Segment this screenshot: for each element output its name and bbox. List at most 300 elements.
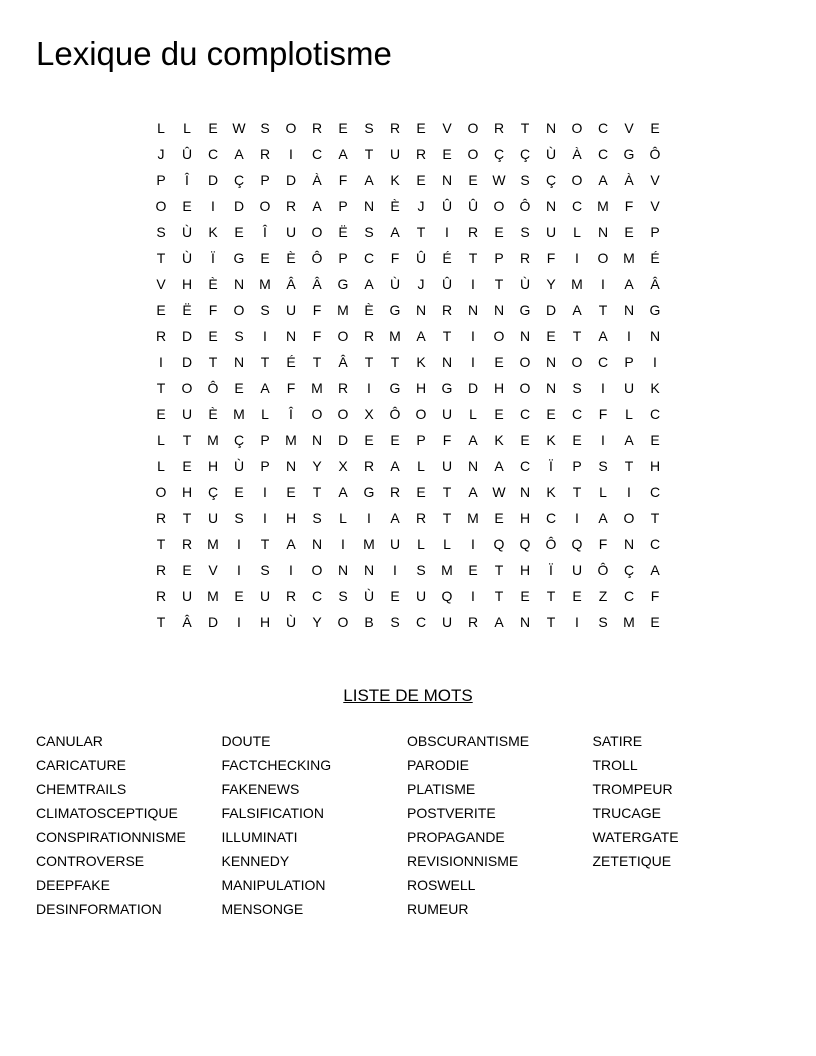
- grid-letter: Q: [441, 588, 453, 604]
- grid-letter: E: [234, 380, 244, 396]
- grid-letter: Ù: [519, 276, 531, 292]
- grid-letter: R: [389, 484, 401, 500]
- grid-letter: F: [312, 328, 322, 344]
- grid-letter: E: [624, 224, 634, 240]
- grid-letter: O: [285, 120, 297, 136]
- grid-letter: S: [156, 224, 166, 240]
- grid-letter: L: [417, 458, 425, 474]
- grid-letter: C: [649, 406, 661, 422]
- grid-letter: S: [416, 562, 426, 578]
- grid-letter: E: [156, 302, 166, 318]
- grid-letter: T: [260, 354, 270, 370]
- grid-letter: I: [289, 146, 293, 162]
- grid-letter: N: [519, 328, 531, 344]
- grid-letter: È: [208, 276, 218, 292]
- grid-letter: À: [312, 172, 322, 188]
- word-list-title: LISTE DE MOTS: [343, 686, 473, 705]
- grid-letter: C: [207, 146, 219, 162]
- grid-letter: U: [441, 458, 453, 474]
- grid-letter: O: [155, 198, 167, 214]
- word-list-item: KENNEDY: [221, 853, 290, 869]
- grid-letter: R: [415, 146, 427, 162]
- grid-letter: Ù: [389, 276, 401, 292]
- word-list-item: MENSONGE: [221, 901, 304, 917]
- grid-letter: Ç: [545, 172, 557, 188]
- grid-letter: A: [416, 328, 426, 344]
- grid-letter: I: [601, 380, 605, 396]
- grid-letter: H: [285, 510, 297, 526]
- grid-letter: T: [156, 250, 166, 266]
- grid-letter: G: [649, 302, 661, 318]
- word-list-item: CARICATURE: [36, 757, 126, 773]
- grid-letter: T: [624, 458, 634, 474]
- grid-letter: N: [545, 354, 557, 370]
- grid-letter: G: [363, 484, 375, 500]
- grid-letter: F: [208, 302, 218, 318]
- grid-letter: T: [182, 432, 192, 448]
- grid-letter: N: [519, 614, 531, 630]
- grid-letter: D: [207, 614, 219, 630]
- grid-letter: E: [390, 588, 400, 604]
- grid-letter: O: [181, 380, 193, 396]
- grid-letter: M: [363, 536, 375, 552]
- grid-letter: I: [237, 562, 241, 578]
- word-list-item: TROLL: [592, 757, 638, 773]
- grid-letter: A: [468, 432, 478, 448]
- grid-letter: F: [624, 198, 634, 214]
- grid-letter: P: [260, 432, 270, 448]
- grid-letter: N: [233, 354, 245, 370]
- grid-letter: E: [650, 120, 660, 136]
- page-title: Lexique du complotisme: [36, 35, 392, 72]
- grid-letter: N: [311, 432, 323, 448]
- grid-letter: P: [260, 172, 270, 188]
- grid-letter: M: [441, 562, 453, 578]
- grid-letter: O: [311, 562, 323, 578]
- grid-letter: Ù: [181, 250, 193, 266]
- grid-letter: L: [417, 536, 425, 552]
- grid-letter: C: [545, 510, 557, 526]
- grid-letter: C: [311, 588, 323, 604]
- grid-letter: I: [445, 224, 449, 240]
- grid-letter: E: [364, 432, 374, 448]
- grid-letter: A: [572, 302, 582, 318]
- grid-letter: O: [467, 120, 479, 136]
- grid-letter: C: [519, 406, 531, 422]
- grid-letter: J: [417, 276, 425, 292]
- grid-letter: N: [545, 380, 557, 396]
- grid-letter: G: [519, 302, 531, 318]
- grid-letter: R: [519, 250, 531, 266]
- grid-letter: N: [467, 302, 479, 318]
- grid-letter: C: [519, 458, 531, 474]
- grid-letter: R: [363, 458, 375, 474]
- grid-letter: K: [416, 354, 426, 370]
- grid-letter: H: [259, 614, 271, 630]
- grid-letter: Ù: [285, 614, 297, 630]
- word-list-item: FALSIFICATION: [221, 805, 324, 821]
- grid-letter: N: [545, 120, 557, 136]
- grid-letter: U: [545, 224, 557, 240]
- grid-letter: Î: [263, 224, 267, 240]
- grid-letter: Ï: [211, 250, 215, 266]
- grid-letter: I: [159, 354, 163, 370]
- grid-letter: D: [233, 198, 245, 214]
- grid-letter: I: [211, 198, 215, 214]
- grid-letter: L: [599, 484, 607, 500]
- grid-letter: O: [623, 510, 635, 526]
- grid-letter: D: [181, 354, 193, 370]
- word-list-item: ROSWELL: [407, 877, 476, 893]
- grid-letter: R: [415, 510, 427, 526]
- grid-letter: N: [233, 276, 245, 292]
- grid-letter: A: [624, 432, 634, 448]
- grid-letter: O: [337, 614, 349, 630]
- grid-letter: È: [286, 250, 296, 266]
- grid-letter: I: [575, 614, 579, 630]
- grid-letter: R: [155, 328, 167, 344]
- grid-letter: À: [572, 146, 582, 162]
- grid-letter: D: [181, 328, 193, 344]
- grid-letter: P: [260, 458, 270, 474]
- grid-letter: H: [415, 380, 427, 396]
- grid-letter: T: [546, 614, 556, 630]
- grid-letter: S: [364, 120, 374, 136]
- grid-letter: G: [389, 380, 401, 396]
- grid-letter: M: [571, 276, 583, 292]
- grid-letter: W: [232, 120, 246, 136]
- grid-letter: S: [598, 614, 608, 630]
- grid-letter: M: [467, 510, 479, 526]
- grid-letter: M: [233, 406, 245, 422]
- grid-letter: A: [390, 510, 400, 526]
- grid-letter: J: [157, 146, 165, 162]
- grid-letter: U: [389, 146, 401, 162]
- grid-letter: O: [259, 198, 271, 214]
- grid-letter: N: [545, 198, 557, 214]
- grid-letter: I: [575, 250, 579, 266]
- grid-letter: O: [597, 250, 609, 266]
- grid-letter: K: [208, 224, 218, 240]
- grid-letter: A: [338, 484, 348, 500]
- grid-letter: C: [649, 484, 661, 500]
- grid-letter: N: [441, 354, 453, 370]
- grid-letter: Ô: [311, 250, 323, 266]
- grid-letter: L: [261, 406, 269, 422]
- grid-letter: I: [471, 328, 475, 344]
- grid-letter: R: [337, 380, 349, 396]
- grid-letter: U: [285, 224, 297, 240]
- grid-letter: U: [207, 510, 219, 526]
- grid-letter: I: [575, 510, 579, 526]
- grid-letter: S: [312, 510, 322, 526]
- grid-letter: A: [364, 276, 374, 292]
- grid-letter: Y: [546, 276, 556, 292]
- grid-letter: T: [312, 354, 322, 370]
- grid-letter: E: [156, 406, 166, 422]
- grid-letter: C: [597, 146, 609, 162]
- word-list-item: PLATISME: [407, 781, 476, 797]
- grid-letter: S: [234, 510, 244, 526]
- grid-letter: E: [390, 432, 400, 448]
- grid-letter: T: [182, 510, 192, 526]
- grid-letter: L: [443, 536, 451, 552]
- grid-letter: M: [259, 276, 271, 292]
- grid-letter: E: [546, 406, 556, 422]
- grid-letter: H: [649, 458, 661, 474]
- grid-letter: F: [546, 250, 556, 266]
- grid-letter: T: [390, 354, 400, 370]
- grid-letter: I: [289, 562, 293, 578]
- grid-letter: N: [493, 302, 505, 318]
- grid-letter: C: [649, 536, 661, 552]
- grid-letter: P: [494, 250, 504, 266]
- grid-letter: P: [338, 198, 348, 214]
- grid-letter: Y: [312, 614, 322, 630]
- word-list-item: DEEPFAKE: [36, 877, 110, 893]
- grid-letter: È: [208, 406, 218, 422]
- grid-letter: G: [337, 276, 349, 292]
- grid-letter: Û: [467, 198, 479, 214]
- grid-letter: É: [286, 354, 296, 370]
- grid-letter: E: [286, 484, 296, 500]
- grid-letter: A: [286, 536, 296, 552]
- grid-letter: E: [520, 432, 530, 448]
- grid-letter: E: [208, 328, 218, 344]
- grid-letter: A: [598, 172, 608, 188]
- grid-letter: L: [157, 120, 165, 136]
- grid-letter: V: [156, 276, 166, 292]
- word-list-item: POSTVERITE: [407, 805, 496, 821]
- grid-letter: T: [598, 302, 608, 318]
- grid-letter: R: [467, 224, 479, 240]
- grid-letter: A: [312, 198, 322, 214]
- grid-letter: I: [237, 536, 241, 552]
- grid-letter: I: [471, 354, 475, 370]
- grid-letter: A: [468, 484, 478, 500]
- grid-letter: T: [442, 484, 452, 500]
- grid-letter: Ù: [233, 458, 245, 474]
- grid-letter: S: [260, 302, 270, 318]
- grid-letter: Ô: [519, 198, 531, 214]
- grid-letter: S: [520, 172, 530, 188]
- grid-letter: D: [545, 302, 557, 318]
- grid-letter: R: [155, 562, 167, 578]
- grid-letter: K: [390, 172, 400, 188]
- grid-letter: Y: [312, 458, 322, 474]
- word-list-item: SATIRE: [592, 733, 643, 749]
- grid-letter: O: [337, 328, 349, 344]
- grid-letter: Ç: [233, 172, 245, 188]
- grid-letter: Û: [181, 146, 193, 162]
- grid-letter: I: [601, 276, 605, 292]
- grid-letter: F: [312, 302, 322, 318]
- grid-letter: S: [520, 224, 530, 240]
- grid-letter: Ù: [181, 224, 193, 240]
- grid-letter: G: [441, 380, 453, 396]
- word-list-item: CONSPIRATIONNISME: [36, 829, 186, 845]
- grid-letter: È: [390, 198, 400, 214]
- grid-letter: M: [623, 250, 635, 266]
- grid-letter: P: [338, 250, 348, 266]
- grid-letter: R: [285, 198, 297, 214]
- grid-letter: L: [183, 120, 191, 136]
- grid-letter: W: [492, 172, 506, 188]
- grid-letter: N: [337, 562, 349, 578]
- grid-letter: H: [181, 276, 193, 292]
- grid-letter: V: [624, 120, 634, 136]
- word-list-item: CONTROVERSE: [36, 853, 145, 869]
- grid-letter: Q: [493, 536, 505, 552]
- grid-letter: I: [237, 614, 241, 630]
- grid-letter: S: [572, 380, 582, 396]
- word-list-column: [407, 729, 593, 921]
- grid-letter: H: [207, 458, 219, 474]
- grid-letter: M: [389, 328, 401, 344]
- grid-letter: L: [573, 224, 581, 240]
- grid-letter: C: [571, 198, 583, 214]
- grid-letter: G: [233, 250, 245, 266]
- grid-letter: Ô: [597, 562, 609, 578]
- grid-letter: A: [364, 172, 374, 188]
- grid-letter: S: [364, 224, 374, 240]
- grid-letter: P: [650, 224, 660, 240]
- grid-letter: Z: [598, 588, 608, 604]
- grid-letter: Â: [312, 276, 322, 292]
- grid-letter: R: [389, 120, 401, 136]
- grid-letter: P: [624, 354, 634, 370]
- grid-letter: A: [338, 146, 348, 162]
- grid-letter: Ë: [182, 302, 192, 318]
- word-list-item: DOUTE: [221, 733, 271, 749]
- grid-letter: O: [233, 302, 245, 318]
- grid-letter: S: [390, 614, 400, 630]
- grid-letter: R: [363, 328, 375, 344]
- word-list-item: PARODIE: [407, 757, 469, 773]
- grid-letter: T: [468, 250, 478, 266]
- grid-letter: F: [338, 172, 348, 188]
- grid-letter: U: [571, 562, 583, 578]
- grid-letter: M: [285, 432, 297, 448]
- grid-letter: I: [263, 510, 267, 526]
- word-list: [36, 729, 778, 921]
- grid-letter: H: [493, 380, 505, 396]
- grid-letter: E: [416, 172, 426, 188]
- word-list-column: [593, 729, 779, 921]
- grid-letter: C: [415, 614, 427, 630]
- grid-letter: R: [493, 120, 505, 136]
- grid-letter: R: [155, 510, 167, 526]
- word-list-item: ILLUMINATI: [221, 829, 298, 845]
- grid-letter: Ç: [207, 484, 219, 500]
- grid-letter: E: [234, 484, 244, 500]
- grid-letter: T: [416, 224, 426, 240]
- word-list-item: TROMPEUR: [592, 781, 673, 797]
- grid-letter: B: [364, 614, 374, 630]
- grid-letter: I: [601, 432, 605, 448]
- grid-letter: I: [653, 354, 657, 370]
- grid-letter: Î: [185, 172, 189, 188]
- grid-letter: M: [207, 432, 219, 448]
- grid-letter: V: [650, 172, 660, 188]
- grid-letter: V: [650, 198, 660, 214]
- grid-letter: R: [441, 302, 453, 318]
- grid-letter: E: [650, 432, 660, 448]
- grid-letter: D: [467, 380, 479, 396]
- grid-letter: A: [598, 328, 608, 344]
- grid-letter: I: [471, 276, 475, 292]
- grid-letter: N: [467, 458, 479, 474]
- grid-letter: Ù: [545, 146, 557, 162]
- grid-letter: O: [571, 120, 583, 136]
- grid-letter: E: [208, 120, 218, 136]
- word-list-item: FACTCHECKING: [221, 757, 332, 773]
- grid-letter: T: [494, 588, 504, 604]
- grid-letter: N: [597, 224, 609, 240]
- grid-letter: N: [311, 536, 323, 552]
- grid-letter: E: [494, 224, 504, 240]
- grid-letter: U: [285, 302, 297, 318]
- grid-letter: F: [390, 250, 400, 266]
- grid-letter: T: [156, 380, 166, 396]
- word-list-item: TRUCAGE: [592, 805, 661, 821]
- grid-letter: S: [234, 328, 244, 344]
- grid-letter: I: [471, 536, 475, 552]
- grid-letter: T: [650, 510, 660, 526]
- grid-letter: A: [390, 458, 400, 474]
- grid-letter: E: [650, 614, 660, 630]
- grid-letter: W: [492, 484, 506, 500]
- grid-letter: O: [415, 406, 427, 422]
- grid-letter: N: [623, 536, 635, 552]
- grid-letter: E: [234, 224, 244, 240]
- grid-letter: I: [393, 562, 397, 578]
- grid-letter: I: [263, 484, 267, 500]
- grid-letter: T: [156, 614, 166, 630]
- grid-letter: H: [181, 484, 193, 500]
- grid-letter: S: [260, 120, 270, 136]
- grid-letter: Ï: [549, 458, 553, 474]
- grid-letter: Ô: [545, 536, 557, 552]
- word-list-item: FAKENEWS: [221, 781, 300, 797]
- grid-letter: I: [627, 484, 631, 500]
- grid-letter: C: [311, 146, 323, 162]
- grid-letter: F: [598, 536, 608, 552]
- grid-letter: Ç: [519, 146, 531, 162]
- grid-letter: X: [338, 458, 348, 474]
- grid-letter: L: [157, 432, 165, 448]
- grid-letter: O: [311, 406, 323, 422]
- grid-letter: T: [520, 120, 530, 136]
- grid-letter: N: [441, 172, 453, 188]
- word-list-item: CANULAR: [36, 733, 103, 749]
- word-list-item: OBSCURANTISME: [407, 733, 530, 749]
- grid-letter: E: [494, 510, 504, 526]
- grid-letter: U: [415, 588, 427, 604]
- grid-letter: X: [364, 406, 374, 422]
- grid-letter: Ç: [623, 562, 635, 578]
- grid-letter: Ç: [233, 432, 245, 448]
- grid-letter: S: [338, 588, 348, 604]
- word-list-item: DESINFORMATION: [36, 901, 162, 917]
- grid-letter: Ù: [363, 588, 375, 604]
- grid-letter: M: [597, 198, 609, 214]
- grid-letter: Ë: [338, 224, 348, 240]
- grid-letter: Q: [571, 536, 583, 552]
- grid-letter: T: [364, 354, 374, 370]
- grid-letter: Â: [338, 354, 348, 370]
- grid-letter: È: [364, 302, 374, 318]
